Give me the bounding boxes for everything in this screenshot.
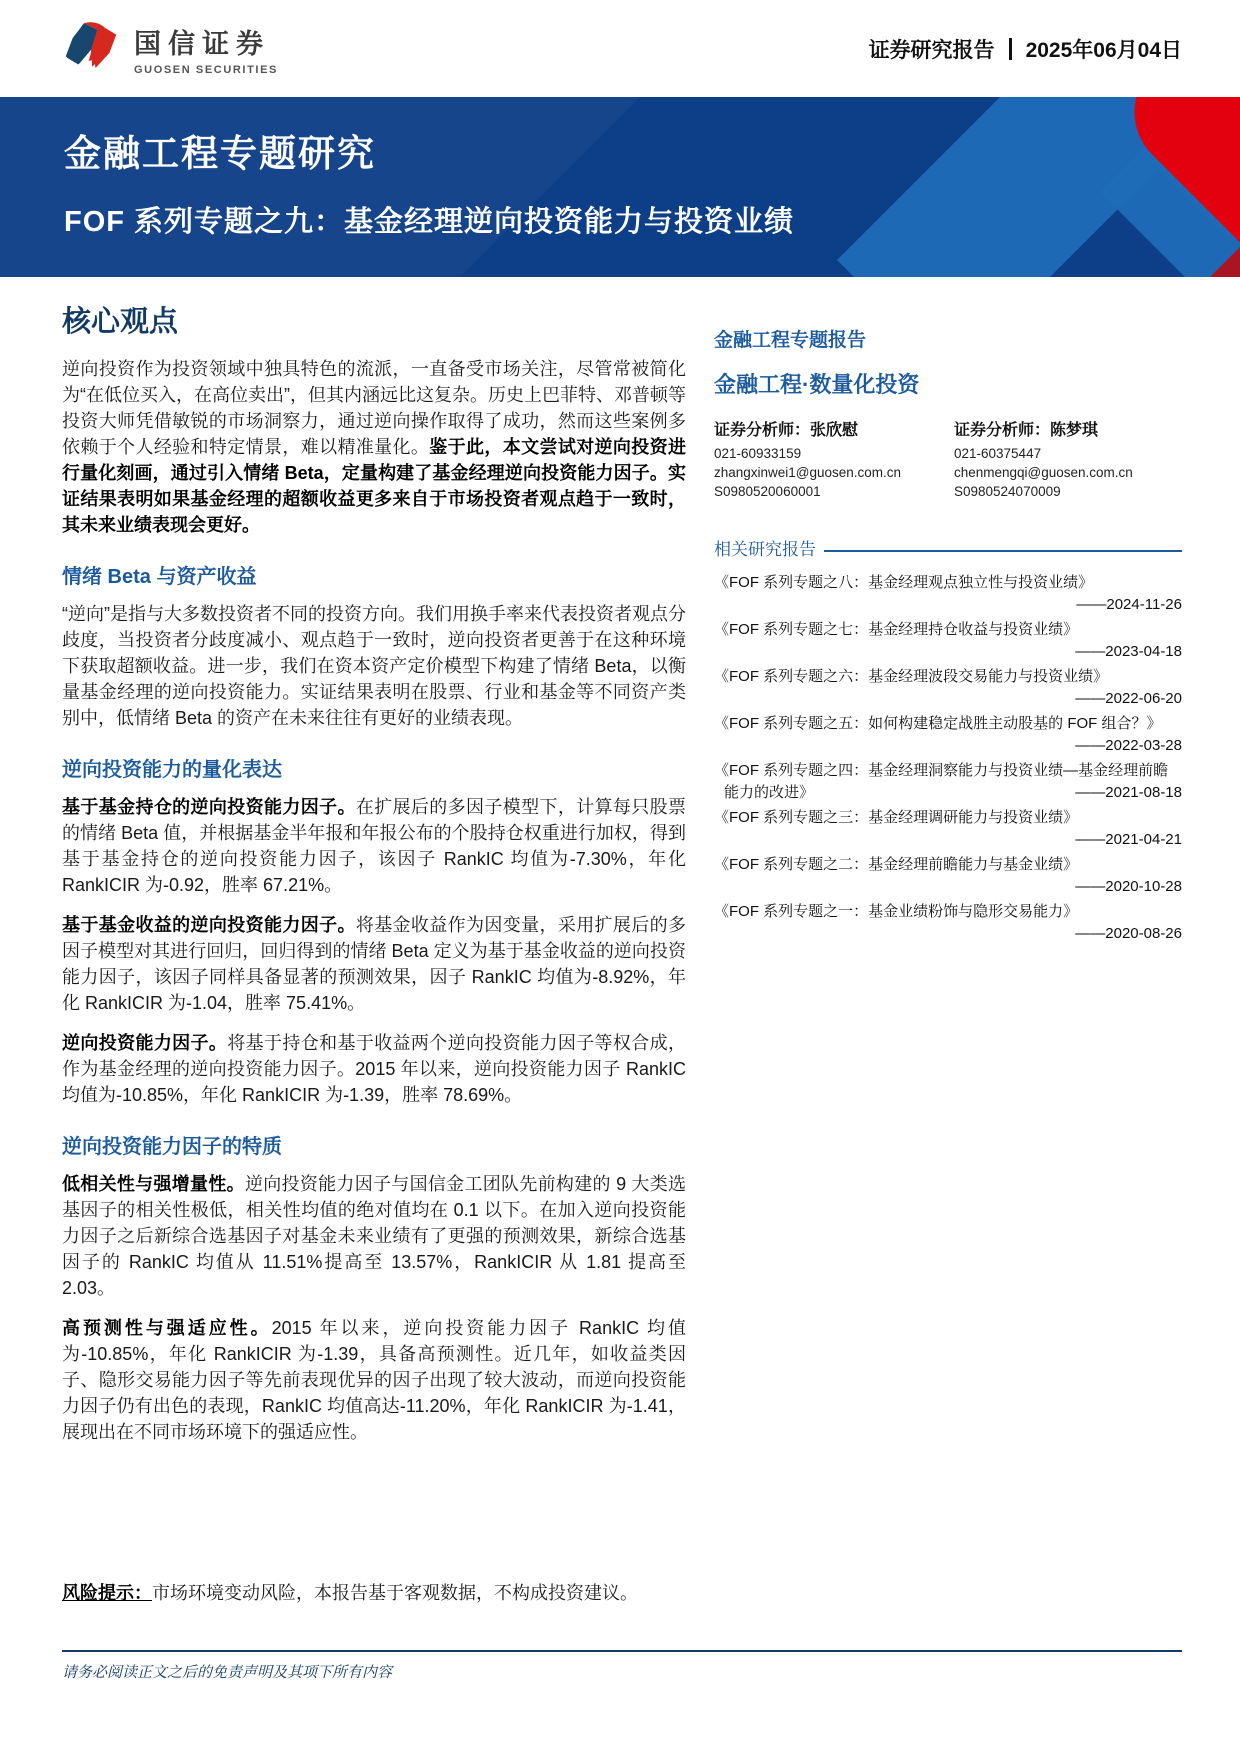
core-viewpoint-heading: 核心观点 <box>62 306 179 338</box>
report-type-label: 证券研究报告 <box>868 38 995 62</box>
analyst-card <box>714 417 942 501</box>
report-meta <box>869 34 1182 64</box>
related-report-date: ——2023-04-18 <box>1075 643 1182 660</box>
related-report-date: ——2022-03-28 <box>1075 737 1182 754</box>
section-heading-sentiment-beta: 情绪 Beta 与资产收益 <box>62 566 257 588</box>
logo <box>62 22 278 76</box>
related-report-title: 《FOF 系列专题之四：基金经理洞察能力与投资业绩—基金经理前瞻能力的改进》 <box>714 762 1169 801</box>
related-report-item <box>714 619 1182 663</box>
related-report-title: 《FOF 系列专题之一：基金业绩粉饰与隐形交易能力》 <box>714 903 1079 920</box>
paragraph-text: 将基于持仓和基于收益两个逆向投资能力因子等权合成，作为基金经理的逆向投资能力因子。2015 年以来，逆向投资能力因子 RankIC 均值为-10.85%，年化 RankICIR 为-1.39，胜率 78.69%。 <box>62 1033 687 1105</box>
paragraph-lead: 高预测性与强适应性。 <box>62 1318 272 1338</box>
logo-text <box>134 22 278 76</box>
paragraph <box>62 1171 686 1301</box>
risk-warning-text: 市场环境变动风险，本报告基于客观数据，不构成投资建议。 <box>152 1583 638 1603</box>
paragraph <box>62 1315 686 1445</box>
related-report-date: ——2020-08-26 <box>1075 925 1182 942</box>
paragraph <box>62 1030 686 1108</box>
banner <box>0 97 1240 277</box>
footer <box>62 1650 1182 1682</box>
section-heading-quantification: 逆向投资能力的量化表达 <box>62 759 282 781</box>
paragraph <box>62 601 686 731</box>
paragraph-lead: 基于基金持仓的逆向投资能力因子。 <box>62 797 356 817</box>
content <box>0 277 1240 1459</box>
analyst-name <box>714 417 942 440</box>
analyst-role: 证券分析师： <box>714 422 811 439</box>
section-heading-traits: 逆向投资能力因子的特质 <box>62 1136 282 1158</box>
banner-subtitle: FOF 系列专题之九：基金经理逆向投资能力与投资业绩 <box>64 206 795 238</box>
related-report-title: 《FOF 系列专题之七：基金经理持仓收益与投资业绩》 <box>714 621 1079 638</box>
logo-cn: 国信证券 <box>134 28 270 59</box>
paragraph-text: 在扩展后的多因子模型下，计算每只股票的情绪 Beta 值，并根据基金半年报和年报公布的个股持仓权重进行加权，得到基于基金持仓的逆向投资能力因子，该因子 RankIC 均值为-7.30%，年化 RankICIR 为-0.92，胜率 67.21%。 <box>62 797 687 895</box>
related-reports-rule <box>824 550 1182 552</box>
paragraph-lead: 逆向投资能力因子。 <box>62 1033 228 1053</box>
analyst-card <box>954 417 1182 501</box>
related-report-date: ——2024-11-26 <box>1076 596 1182 613</box>
sidebar <box>714 291 1182 1459</box>
banner-title: 金融工程专题研究 <box>64 133 376 174</box>
analyst-role: 证券分析师： <box>954 422 1051 439</box>
logo-en: GUOSEN SECURITIES <box>134 63 278 76</box>
analyst-phone: 021-60933159 <box>714 446 802 461</box>
banner-text <box>64 123 794 240</box>
related-report-item <box>714 713 1182 757</box>
risk-warning <box>62 1580 686 1606</box>
analyst-email: chenmengqi@guosen.com.cn <box>954 465 1133 480</box>
analyst-cert-id: S0980524070009 <box>954 484 1061 499</box>
analyst-email: zhangxinwei1@guosen.com.cn <box>714 465 902 480</box>
related-report-date: ——2020-10-28 <box>1075 878 1182 895</box>
related-report-title: 《FOF 系列专题之六：基金经理波段交易能力与投资业绩》 <box>714 668 1109 685</box>
risk-warning-label: 风险提示： <box>62 1583 152 1603</box>
related-reports-list <box>714 572 1182 945</box>
intro-bold-text: 鉴于此，本文尝试对逆向投资进行量化刻画，通过引入情绪 Beta，定量构建了基金经理逆向投资能力因子。实证结果表明如果基金经理的超额收益更多来自于市场投资者观点趋于一致时，其未来业绩表现会更好。 <box>62 437 687 535</box>
report-date: 2025年06月04日 <box>1025 38 1182 62</box>
related-report-title: 《FOF 系列专题之八：基金经理观点独立性与投资业绩》 <box>714 574 1094 591</box>
related-report-title: 《FOF 系列专题之五：如何构建稳定战胜主动股基的 FOF 组合？》 <box>714 715 1162 732</box>
analyst-name <box>954 417 1182 440</box>
analysts <box>714 417 1182 501</box>
intro-normal-text: 逆向投资作为投资领域中独具特色的流派，一直备受市场关注，尽管常被简化为“在低位买入，在高位卖出”，但其内涵远比这复杂。历史上巴菲特、邓普顿等投资大师凭借敏锐的市场洞察力，通过逆向操作取得了成功，然而这些案例多依赖于个人经验和特定情景，难以精准量化。 <box>62 359 686 457</box>
paragraph-text: 逆向投资能力因子与国信金工团队先前构建的 9 大类选基因子的相关性极低，相关性均值的绝对值均在 0.1 以下。在加入逆向投资能力因子之后新综合选基因子对基金未来业绩有了更强的预测效果，新综合选基因子的 RankIC 均值从 11.51%提高至 13.57%，RankICIR 从 1.81 提高至 2.03。 <box>62 1174 686 1298</box>
sidebar-category: 金融工程·数量化投资 <box>714 372 920 397</box>
related-reports-title: 相关研究报告 <box>714 540 816 559</box>
related-report-item <box>714 760 1182 804</box>
disclaimer-text: 请务必阅读正文之后的免责声明及其项下所有内容 <box>62 1664 393 1681</box>
related-report-date: ——2021-08-18 <box>1075 784 1182 801</box>
paragraph <box>62 794 686 898</box>
related-report-item <box>714 666 1182 710</box>
paragraph-lead: 基于基金收益的逆向投资能力因子。 <box>62 915 356 935</box>
related-report-item <box>714 901 1182 945</box>
paragraph-text: “逆向”是指与大多数投资者不同的投资方向。我们用换手率来代表投资者观点分歧度，当投资者分歧度减小、观点趋于一致时，逆向投资者更善于在这种环境下获取超额收益。进一步，我们在资本资产定价模型下构建了情绪 Beta，以衡量基金经理的逆向投资能力。实证结果表明在股票、行业和基金等不同资产类别中，低情绪 Beta 的资产在未来往往有更好的业绩表现。 <box>62 604 686 728</box>
analyst-cert-id: S0980520060001 <box>714 484 821 499</box>
sidebar-report-label: 金融工程专题报告 <box>714 330 867 351</box>
analyst-phone: 021-60375447 <box>954 446 1042 461</box>
paragraph-text: 2015 年以来，逆向投资能力因子 RankIC 均值为-10.85%，年化 RankICIR 为-1.39，具备高预测性。近几年，如收益类因子、隐形交易能力因子等先前表现优异的因子出现了较大波动，而逆向投资能力因子仍有出色的表现，RankIC 均值高达-11.20%，年化 RankICIR 为-1.41，展现出在不同市场环境下的强适应性。 <box>62 1318 686 1442</box>
meta-separator <box>1009 38 1012 60</box>
analyst-name-text: 陈梦琪 <box>1050 422 1099 439</box>
guosen-logo-icon <box>62 22 120 76</box>
related-report-title: 《FOF 系列专题之三：基金经理调研能力与投资业绩》 <box>714 809 1079 826</box>
related-report-item <box>714 572 1182 616</box>
related-report-title: 《FOF 系列专题之二：基金经理前瞻能力与基金业绩》 <box>714 856 1079 873</box>
analyst-name-text: 张欣慰 <box>810 422 859 439</box>
related-report-item <box>714 854 1182 898</box>
paragraph-text: 将基金收益作为因变量，采用扩展后的多因子模型对其进行回归，回归得到的情绪 Beta 定义为基于基金收益的逆向投资能力因子，该因子同样具备显著的预测效果，因子 RankIC 均值为-8.92%，年化 RankICIR 为-1.04，胜率 75.41%。 <box>62 915 687 1013</box>
related-report-item <box>714 807 1182 851</box>
header <box>0 0 1240 97</box>
core-viewpoint-column <box>62 291 686 1459</box>
paragraph <box>62 912 686 1016</box>
intro-paragraph <box>62 356 686 538</box>
paragraph-lead: 低相关性与强增量性。 <box>62 1174 245 1194</box>
related-report-date: ——2021-04-21 <box>1075 831 1182 848</box>
related-report-date: ——2022-06-20 <box>1075 690 1182 707</box>
related-reports-heading <box>714 535 1182 560</box>
